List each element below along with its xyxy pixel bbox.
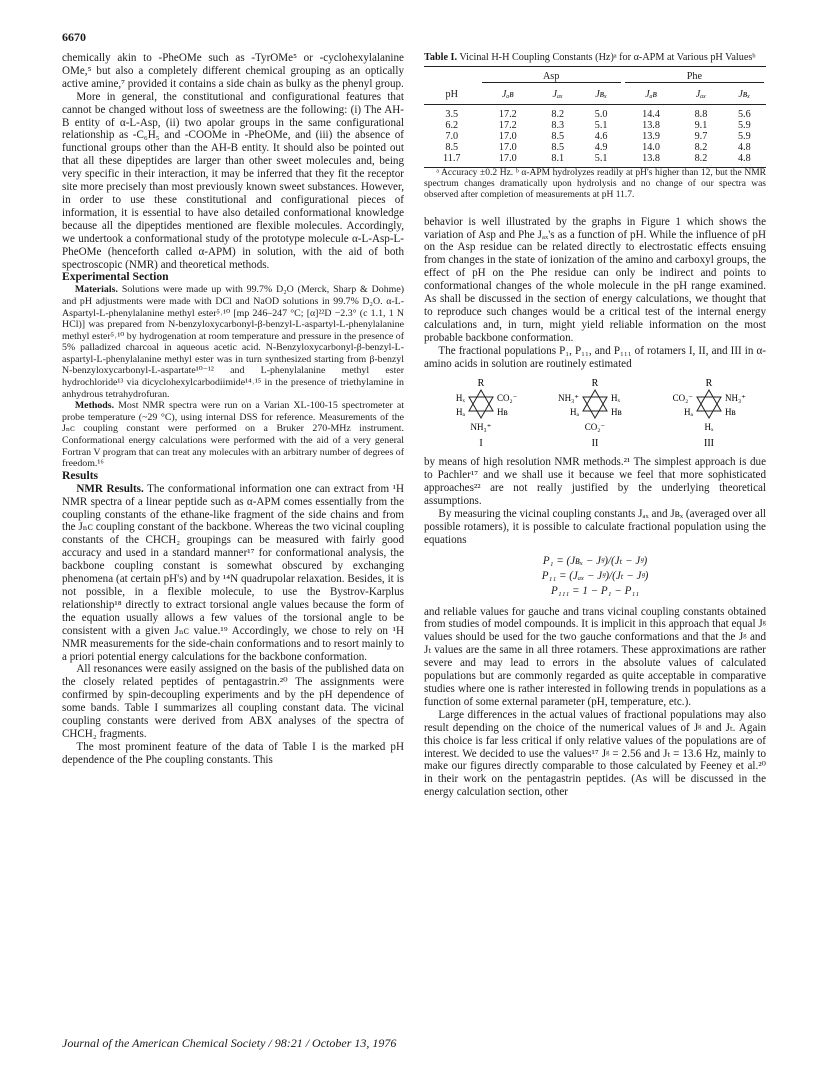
- table-cell: 14.4: [642, 109, 660, 120]
- table-row: [424, 153, 766, 168]
- table-row: [424, 105, 766, 121]
- table-cell: 6.2: [445, 120, 459, 131]
- equation: P₁₁₁ = 1 − P₁ − P₁₁: [550, 584, 640, 597]
- rotamer-label: I: [479, 438, 483, 450]
- paragraph: Large differences in the actual values of fractional populations may also result depending on the choice of the numerical values of Jᵍ and Jₜ. Again this choice is far less critical if only relative values of the populations are of interest. We decided to use the values¹⁷ Jᵍ = 2.56 and Jₜ = 13.6 Hz, mainly to make our figures directly comparable to those calculated by Feeney et al.²⁰ in their work on the pentagastrin peptides. (As will be discussed in the energy calculation section, other: [424, 708, 766, 799]
- substituent-label: Hₓ: [455, 393, 465, 404]
- table-cell: 8.8: [694, 109, 708, 120]
- table-column-header: Jʙₓ: [738, 89, 751, 100]
- methods-text: Most NMR spectra were run on a Varian XL-100-15 spectrometer at probe temperature (~29 °C), using internal DSS for reference. Measurements of the Jₙᴄ coupling constant were performed on a Bruker 270-MHz instrument. Conformational energy calculations were performed with the aid of a very general Fortran V program that can treat any molecules with an arbitrary number of degrees of freedom.¹⁶: [62, 400, 404, 470]
- rotamer-label: III: [704, 438, 714, 450]
- table-cell: 5.9: [737, 120, 751, 131]
- table-row: [424, 120, 766, 131]
- substituent-label: CO₂⁻: [497, 393, 518, 404]
- methods-paragraph: [62, 400, 404, 470]
- table-cell: 8.2: [694, 153, 708, 164]
- table-cell: 5.1: [594, 120, 608, 131]
- table-cell: 3.5: [445, 109, 459, 120]
- table-cell: 8.1: [551, 153, 565, 164]
- materials-text: Solutions were made up with 99.7% D₂O (Merck, Sharp & Dohme) and pH adjustments were made with DCl and NaOD solutions in 99.7% D₂O. α-L-Aspartyl-L-phenylalanine methyl ester⁵˒¹⁰ [mp 246–247 °C; [α]²²D −2.3° (c 1.1, 1 N HCl)] was prepared from N-benzyloxycarbonyl-β-benzyl-L-aspartyl-L-phenylalanine methyl ester⁵˒¹⁰ by hydrogenation at room temperature and pressure in the presence of 5% palladized charcoal in aqueous acetic acid. N-Benzyloxycarbonyl-β-benzyl-L-aspartyl-L-phenylalanine methyl ester was in turn synthesized starting from β-benzyl N-benzyloxycarbonyl-L-aspartate¹⁰⁻¹² and L-phenylalanine methyl ester hydrochloride¹³ via dicyclohexylcarbodiimide¹⁴˒¹⁵ in the presence of triethylamine in anhydrous tetrahydrofuran.: [62, 284, 404, 400]
- newman-projection: [540, 376, 650, 452]
- section-heading-experimental: Experimental Section: [62, 270, 169, 284]
- substituent-label: R: [705, 378, 713, 390]
- rotamer-diagram-1: [426, 376, 536, 452]
- paragraph: By measuring the vicinal coupling constants Jₐₓ and Jʙₓ (averaged over all possible rotamers), it is possible to calculate fractional population using the equations: [424, 508, 766, 546]
- substituent-label: Hₓ: [611, 393, 621, 404]
- table-cell: 17.2: [498, 109, 517, 120]
- paragraph: More in general, the constitutional and configurational features that cannot be changed without loss of sweetness are the following: (i) The AH-B entity of α-L-Asp, (ii) two apolar groups in the same configurational relationship as -C₆H₅ and -COOMe in -PheOMe, and (iii) the absence of functional groups other than the AH-B entity. It should also be pointed out that all these dipeptides are larger than other sweet molecules and, being very specific in their interaction, it may be inferred that they fit the receptor site more precisely than most previously known sweet substances. However, in order to use these constitutional and configurational pieces of information, it is essential to have also detailed conformational knowledge because all the dipeptides mentioned are flexible molecules. Accordingly, we undertook a conformational study of the prototype molecule α-L-Asp-L-PheOMe (henceforth called α-APM) in solution, with the aid of both spectroscopic (NMR) and theoretical methods.: [62, 90, 404, 271]
- substituent-label: Hₓ: [704, 422, 714, 433]
- table-row: [424, 131, 766, 142]
- table-cell: 13.9: [642, 131, 660, 142]
- substituent-label: Hʙ: [725, 407, 736, 418]
- table-column-header: Jʙₓ: [595, 89, 607, 100]
- table-cell: 8.5: [551, 131, 565, 142]
- newman-projection: [426, 376, 536, 452]
- paragraph: behavior is well illustrated by the graphs in Figure 1 which shows the variation of Asp and Phe Jₐₓ's as a function of pH. While the influence of pH on the Asp residue can be related directly to electrostatic effects ensuing from changes in the state of ionization of the amino and carboxyl groups, the effect of pH on the Phe residue can only be indirect and points to conformational changes of the whole molecule in the pH range examined. As shall be discussed in the section of energy calculations, we thought that to reproduce such changes would be a critical test of the internal energy calculations and, in turn, might yield reliable information on the most probable backbone conformation.: [424, 215, 766, 344]
- equations: [424, 555, 766, 598]
- substituent-label: CO₂⁻: [672, 393, 693, 404]
- substituent-label: CO₂⁻: [584, 422, 606, 433]
- substituent-label: Hₐ: [570, 407, 579, 418]
- table-header-row: [424, 86, 766, 105]
- substituent-label: NH₃⁺: [470, 422, 492, 433]
- table-label: Table I.: [424, 52, 458, 63]
- runin-heading: Methods.: [74, 400, 115, 412]
- rotamer-label: II: [591, 438, 599, 450]
- paragraph: chemically akin to -PheOMe such as -TyrOMe⁵ or -cyclohexylalanine OMe,⁵ but also a completely different chemical grouping as an optically active amine,⁷ provided it contains a side chain as bulky as the phenyl group.: [62, 52, 404, 90]
- substituent-label: Hₐ: [456, 407, 465, 418]
- nmr-paragraph: [62, 483, 404, 664]
- table-cell: 17.0: [498, 142, 517, 153]
- substituent-label: NH₃⁺: [558, 393, 579, 404]
- table-cell: 4.8: [737, 142, 751, 153]
- rotamer-diagrams: [424, 376, 766, 452]
- table-column-header: Jₐʙ: [645, 89, 657, 100]
- coupling-table: [424, 66, 766, 168]
- table-cell: 7.0: [445, 131, 459, 142]
- table-cell: 8.5: [445, 142, 459, 153]
- paragraph: The fractional populations P₁, P₁₁, and P₁₁₁ of rotamers I, II, and III in α-amino acids in solution are routinely estimated: [424, 344, 766, 370]
- table-cell: 13.8: [642, 120, 660, 131]
- left-column: [62, 52, 404, 767]
- journal-footer: Journal of the American Chemical Society / 98:21 / October 13, 1976: [62, 1036, 397, 1050]
- table-footnote: ᵃ Accuracy ±0.2 Hz. ᵇ α-APM hydrolyzes readily at pH's higher than 12, but the NMR spectrum changes dramatically upon hydrolysis and no change of our spectra was observed after completion of measurements at pH 11.7.: [424, 168, 766, 201]
- table-column-header: Jₐₓ: [552, 89, 563, 100]
- equation: P₁₁ = (Jₐₓ − Jᵍ)/(Jₜ − Jᵍ): [541, 569, 649, 582]
- table-caption: [424, 52, 766, 64]
- table-cell: 17.0: [498, 153, 517, 164]
- table-cell: 8.2: [551, 109, 565, 120]
- table-cell: 5.9: [737, 131, 751, 142]
- table-cell: 17.2: [498, 120, 517, 131]
- page-number: 6670: [62, 30, 86, 44]
- paragraph: by means of high resolution NMR methods.²¹ The simplest approach is due to Pachler¹⁷ and we shall use it because we feel that more sophisticated approaches²² are not really justified by the underlying theoretical assumptions.: [424, 456, 766, 508]
- table-cell: 17.0: [498, 131, 517, 142]
- paragraph: The most prominent feature of the data of Table I is the marked pH dependence of the Phe coupling constants. This: [62, 740, 404, 766]
- newman-projection: [654, 376, 764, 452]
- table-cell: 13.8: [642, 153, 660, 164]
- nmr-text: The conformational information one can extract from ¹H NMR spectra of a linear peptide such as α-APM comes essentially from the coupling constants of the ethane-like fragment of the side chains and from the Jₙᴄ coupling constant of the backbone. Whereas the two vicinal coupling constants of the CHCH₂ groupings can be measured with fairly good accuracy and used in a standard manner¹⁷ for conformational analysis, the backbone coupling constant is somewhat obscured by exchanging phenomena (at certain pH's) and by ¹⁴N quadrupolar relaxation. Besides, it is not possible, in a flexible molecule, to use the Bystrov-Karplus relationship¹⁸ directly to extract torsional angle values because the form of the equation usually allows a few values of the torsional angle to be consistent with a given Jₙᴄ value.¹⁹ Accordingly, we chose to rely on ¹H NMR measurements for the side-chain conformations and to resort mainly to a priori potential energy calculations for the backbone conformation.: [62, 482, 405, 663]
- table-group-header: Phe: [625, 71, 764, 83]
- right-column: [424, 52, 766, 799]
- table-cell: 9.1: [694, 120, 708, 131]
- table-cell: 11.7: [443, 153, 461, 164]
- table-cell: 4.8: [737, 153, 751, 164]
- table-column-header: Jₐₓ: [695, 89, 707, 100]
- substituent-label: Hʙ: [611, 407, 622, 418]
- materials-paragraph: [62, 284, 404, 400]
- paragraph: and reliable values for gauche and trans vicinal coupling constants obtained from studies of model compounds. It is implicit in this approach that equal Jᵍ values should be used for the two gauche conformations and that the Jᵍ and Jₜ values are the same in all three rotamers. These approximations are rather severe and may lead to errors in the absolute values of calculated populations but are commonly regarded as quite acceptable in comparative studies where one is rather interested in following trends in populations as a function of some external parameter (pH, temperature, etc.).: [424, 605, 766, 708]
- table-cell: 8.2: [694, 142, 708, 153]
- table-cell: 9.7: [694, 131, 708, 142]
- table-cell: 5.1: [594, 153, 608, 164]
- rotamer-diagram-3: [654, 376, 764, 452]
- table-cell: 4.9: [594, 142, 608, 153]
- table-cell: 14.0: [642, 142, 660, 153]
- substituent-label: Hₐ: [684, 407, 693, 418]
- experimental-section: [62, 284, 404, 470]
- table-cell: 8.3: [551, 120, 565, 131]
- substituent-label: R: [477, 378, 485, 390]
- table-column-header: pH: [445, 89, 458, 100]
- table-column-header: Jₐʙ: [501, 89, 514, 100]
- paragraph: All resonances were easily assigned on the basis of the published data on the closely related peptides of pentagastrin.²⁰ The assignments were confirmed by spin-decoupling experiments and by the pH dependence of some bands. Table I summarizes all coupling constant data. The vicinal coupling constants were derived from ABX analyses of the spectra of CHCH₂ fragments.: [62, 663, 404, 740]
- table-group-header-row: [424, 67, 766, 87]
- runin-heading: Materials.: [74, 284, 118, 296]
- table-cell: 5.6: [737, 109, 751, 120]
- table-group-header: Asp: [482, 71, 621, 83]
- table-cell: 5.0: [594, 109, 608, 120]
- substituent-label: R: [591, 378, 599, 390]
- table-cell: 4.6: [594, 131, 608, 142]
- table-title: Vicinal H-H Coupling Constants (Hz)ᵃ for α-APM at Various pH Valuesᵇ: [457, 52, 756, 63]
- runin-heading: NMR Results.: [76, 482, 144, 495]
- rotamer-diagram-2: [540, 376, 650, 452]
- section-heading-results: Results: [62, 468, 99, 482]
- table-cell: 8.5: [551, 142, 565, 153]
- substituent-label: Hʙ: [497, 407, 508, 418]
- equation: P₁ = (Jʙₓ − Jᵍ)/(Jₜ − Jᵍ): [542, 554, 648, 567]
- table-row: [424, 142, 766, 153]
- substituent-label: NH₃⁺: [725, 393, 746, 404]
